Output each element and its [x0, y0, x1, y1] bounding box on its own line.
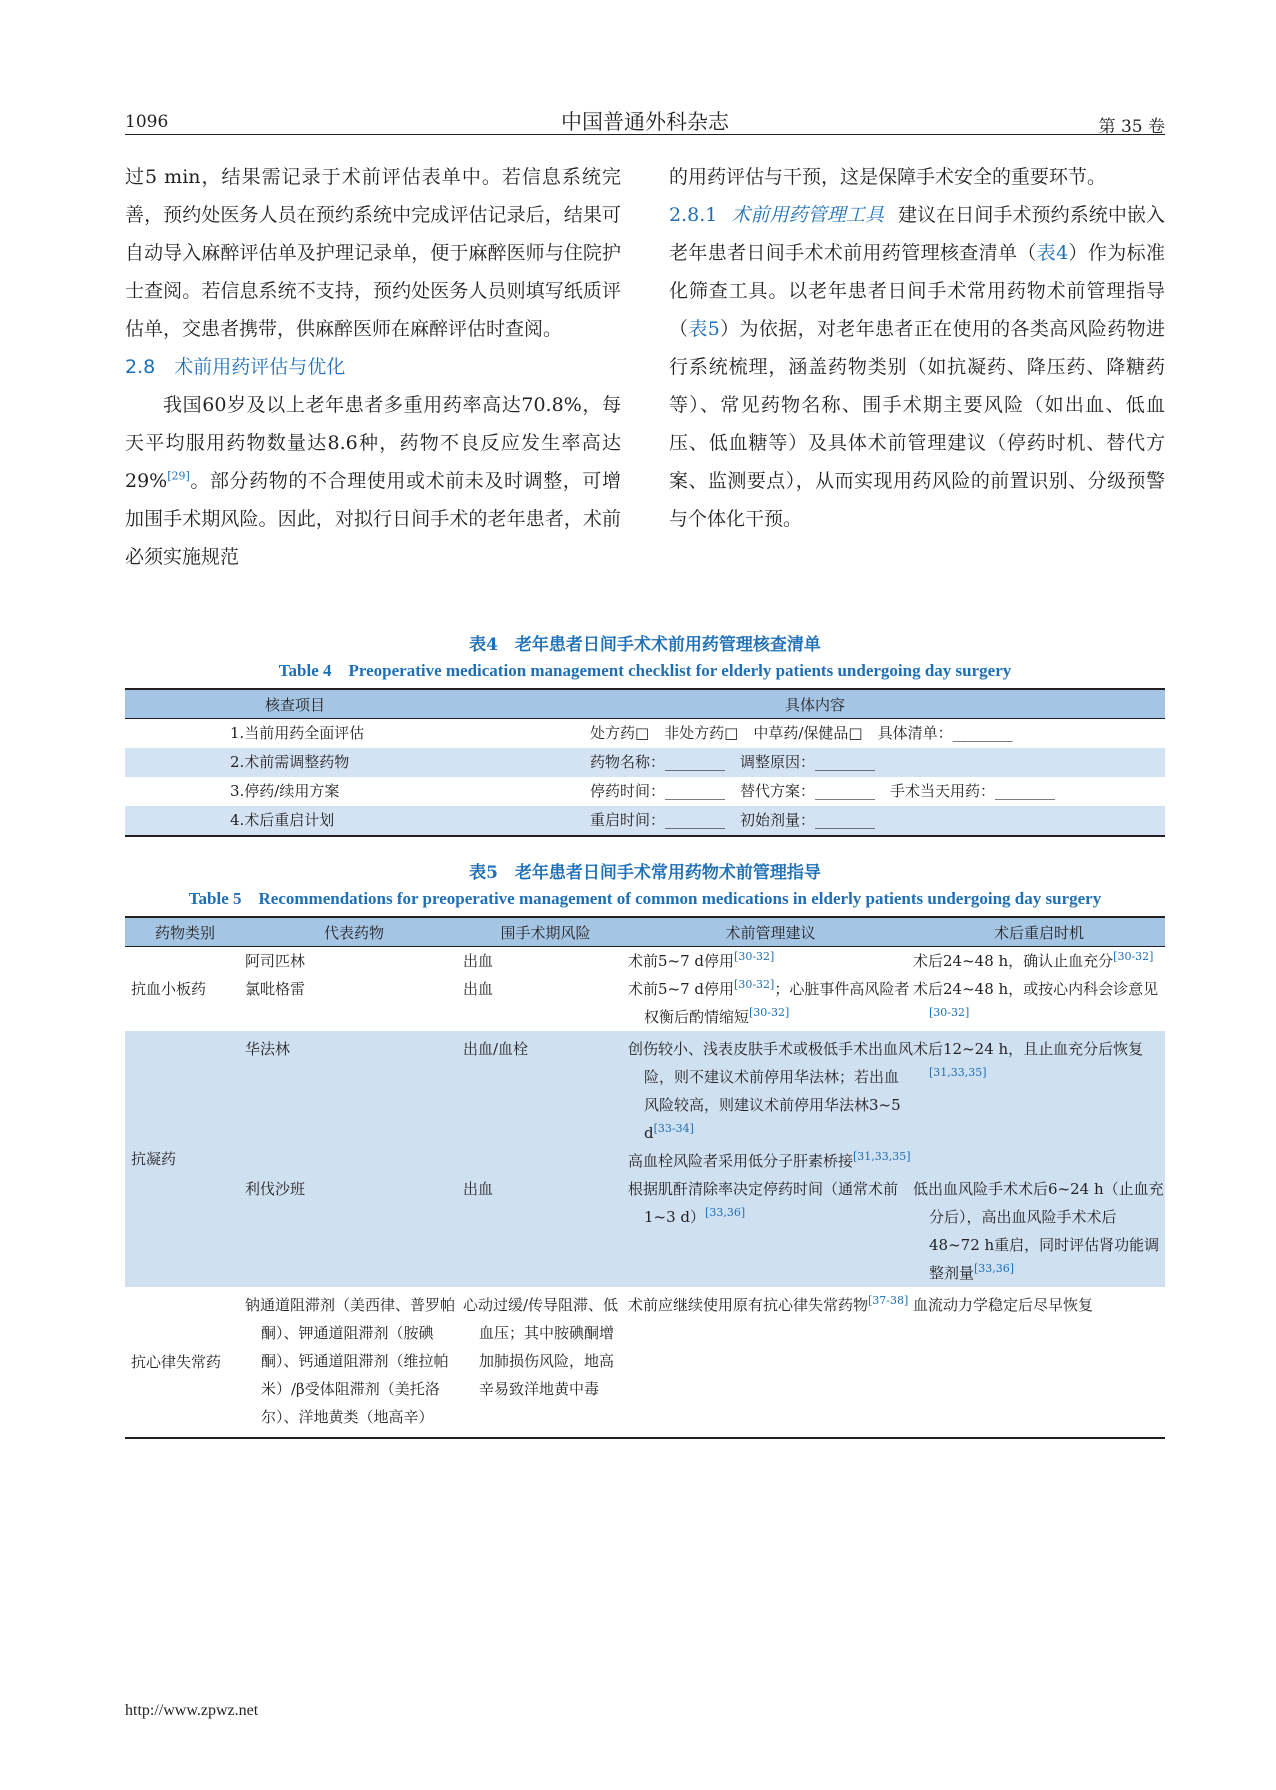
table4 [125, 688, 1165, 837]
citation[interactable]: [30-32] [734, 950, 775, 963]
table5-header: 药物类别 [125, 917, 245, 947]
table4-item: 3.停药/续用方案 [230, 782, 340, 800]
table4-caption-en: Table 4 Preoperative medication management checklist for elderly patients undergoing day surgery [278, 661, 1012, 680]
citation[interactable]: [31,33,35] [929, 1066, 987, 1079]
post-restart: 低出血风险手术术后6~24 h（止血充分后），高出血风险手术术后48~72 h重启，同时评估肾功能调整剂量[33,36] [913, 1175, 1165, 1287]
citation[interactable]: [33,36] [705, 1206, 746, 1219]
table4-item: 2.术前需调整药物 [125, 748, 465, 777]
table4-caption-cn: 表4 老年患者日间手术术前用药管理核查清单 [469, 635, 821, 655]
left-column [125, 158, 621, 576]
table4-content: 重启时间：________ 初始剂量：________ [465, 806, 1165, 836]
right-column [669, 158, 1165, 538]
pre-advice: 创伤较小、浅表皮肤手术或极低手术出血风险，则不建议术前停用华法林；若出血风险较高，则建议术前停用华法林3~5 d[33-34] 高血栓风险者采用低分子肝素桥接[31,33,35] [628, 1031, 913, 1175]
drug-name: 利伐沙班 [245, 1175, 463, 1287]
citation[interactable]: [30-32] [1113, 950, 1154, 963]
table5-header: 围手术期风险 [463, 917, 628, 947]
table5-caption-cn: 表5 老年患者日间手术常用药物术前管理指导 [469, 863, 821, 883]
table4-item: 1.当前用药全面评估 [230, 724, 365, 742]
citation[interactable]: [30-32] [749, 1006, 790, 1019]
pre-advice: 术前应继续使用原有抗心律失常药物[37-38] [628, 1287, 913, 1438]
table4-header-row [125, 689, 1165, 719]
table4-link[interactable]: 表4 [1036, 242, 1069, 264]
post-restart: 血流动力学稳定后尽早恢复 [913, 1287, 1165, 1438]
page-number: 1096 [125, 112, 169, 132]
table-row [125, 1175, 1165, 1287]
table4-content: 药物名称：________ 调整原因：________ [465, 748, 1165, 777]
drug-category: 抗凝药 [125, 1031, 245, 1287]
table-row [125, 748, 1165, 777]
pre-advice: 术前5~7 d停用[30-32] [628, 950, 775, 970]
table-row [125, 806, 1165, 836]
citation[interactable]: [29] [167, 469, 190, 483]
post-restart: 术后24~48 h，或按心内科会诊意见[30-32] [913, 980, 1159, 1019]
table5-link[interactable]: 表5 [688, 318, 720, 340]
section-heading: 2.8 术前用药评估与优化 [125, 356, 346, 378]
table4-header: 核查项目 [125, 689, 465, 719]
subsection-heading: 2.8.1 术前用药管理工具 [669, 204, 885, 226]
pre-advice: 根据肌酐清除率决定停药时间（通常术前1~3 d）[33,36] [628, 1175, 913, 1287]
table4-item: 4.术后重启计划 [125, 806, 465, 836]
post-restart: 术后12~24 h，且止血充分后恢复[31,33,35] [913, 1031, 1165, 1175]
risk: 心动过缓/传导阻滞、低血压；其中胺碘酮增加肺损伤风险，地高辛易致洋地黄中毒 [463, 1287, 628, 1438]
drug-name: 阿司匹林 [245, 952, 306, 970]
table5-caption-en: Table 5 Recommendations for preoperative management of common medications in elderly patients undergoing day surgery [188, 889, 1102, 908]
citation[interactable]: [37-38] [868, 1294, 909, 1307]
table5-header: 代表药物 [245, 917, 463, 947]
risk: 出血 [463, 952, 494, 970]
page-header [125, 100, 1165, 135]
risk: 出血/血栓 [463, 1031, 628, 1175]
post-restart: 术后24~48 h，确认止血充分[30-32] [913, 950, 1154, 970]
footer-url[interactable]: http://www.zpwz.net [125, 1702, 259, 1719]
table5-header: 术前管理建议 [628, 917, 913, 947]
citation[interactable]: [30-32] [734, 978, 775, 991]
pre-advice: 术前5~7 d停用[30-32]；心脏事件高风险者权衡后酌情缩短[30-32] [628, 978, 910, 1026]
left-paragraph-2: 我国60岁及以上老年患者多重用药率高达70.8%，每天平均服用药物数量达8.6种，药物不良反应发生率高达29%[29]。部分药物的不合理使用或术前未及时调整，可增加围手术期风险。因此，对拟行日间手术的老年患者，术前必须实施规范 [125, 394, 621, 568]
table-row [125, 1031, 1165, 1175]
table-row [125, 719, 1165, 749]
risk: 出血 [463, 980, 494, 998]
risk: 出血 [463, 1175, 628, 1287]
drug-name: 钠通道阻滞剂（美西律、普罗帕酮）、钾通道阻滞剂（胺碘酮）、钙通道阻滞剂（维拉帕米）/β受体阻滞剂（美托洛尔）、洋地黄类（地高辛） [245, 1287, 463, 1438]
left-paragraph-1: 过5 min，结果需记录于术前评估表单中。若信息系统完善，预约处医务人员在预约系统中完成评估记录后，结果可自动导入麻醉评估单及护理记录单，便于麻醉医师与住院护士查阅。若信息系统不支持，预约处医务人员则填写纸质评估单，交患者携带，供麻醉医师在麻醉评估时查阅。 [125, 166, 621, 340]
table-row [125, 975, 1165, 1031]
table5-header-row [125, 917, 1165, 947]
table-row [125, 1287, 1165, 1438]
table5-caption [125, 860, 1165, 912]
table5 [125, 916, 1165, 1439]
drug-category: 抗心律失常药 [125, 1287, 245, 1438]
drug-name: 华法林 [245, 1031, 463, 1175]
table5-header: 术后重启时机 [913, 917, 1165, 947]
right-paragraph-2: 2.8.1 术前用药管理工具 建议在日间手术预约系统中嵌入老年患者日间手术术前用药管理核查清单（表4）作为标准化筛查工具。以老年患者日间手术常用药物术前管理指导（表5）为依据，对老年患者正在使用的各类高风险药物进行系统梳理，涵盖药物类别（如抗凝药、降压药、降糖药等）、常见药物名称、围手术期主要风险（如出血、低血压、低血糖等）及具体术前管理建议（停药时机、替代方案、监测要点），从而实现用药风险的前置识别、分级预警与个体化干预。 [669, 204, 1165, 530]
table-row [125, 947, 1165, 976]
table-row [125, 777, 1165, 806]
citation[interactable]: [30-32] [929, 1006, 970, 1019]
right-paragraph-1: 的用药评估与干预，这是保障手术安全的重要环节。 [669, 166, 1107, 188]
citation[interactable]: [33-34] [653, 1122, 694, 1135]
citation[interactable]: [31,33,35] [853, 1150, 911, 1163]
table4-content: 处方药□ 非处方药□ 中草药/保健品□ 具体清单：________ [590, 724, 1013, 742]
citation[interactable]: [33,36] [974, 1262, 1015, 1275]
table4-content: 停药时间：________ 替代方案：________ 手术当天用药：________ [590, 782, 1056, 800]
journal-title: 中国普通外科杂志 [561, 110, 729, 134]
drug-name: 氯吡格雷 [245, 980, 306, 998]
drug-category: 抗血小板药 [131, 980, 207, 998]
volume-label: 第 35 卷 [1098, 117, 1165, 137]
table4-header: 具体内容 [465, 689, 1165, 719]
table4-caption [125, 632, 1165, 684]
